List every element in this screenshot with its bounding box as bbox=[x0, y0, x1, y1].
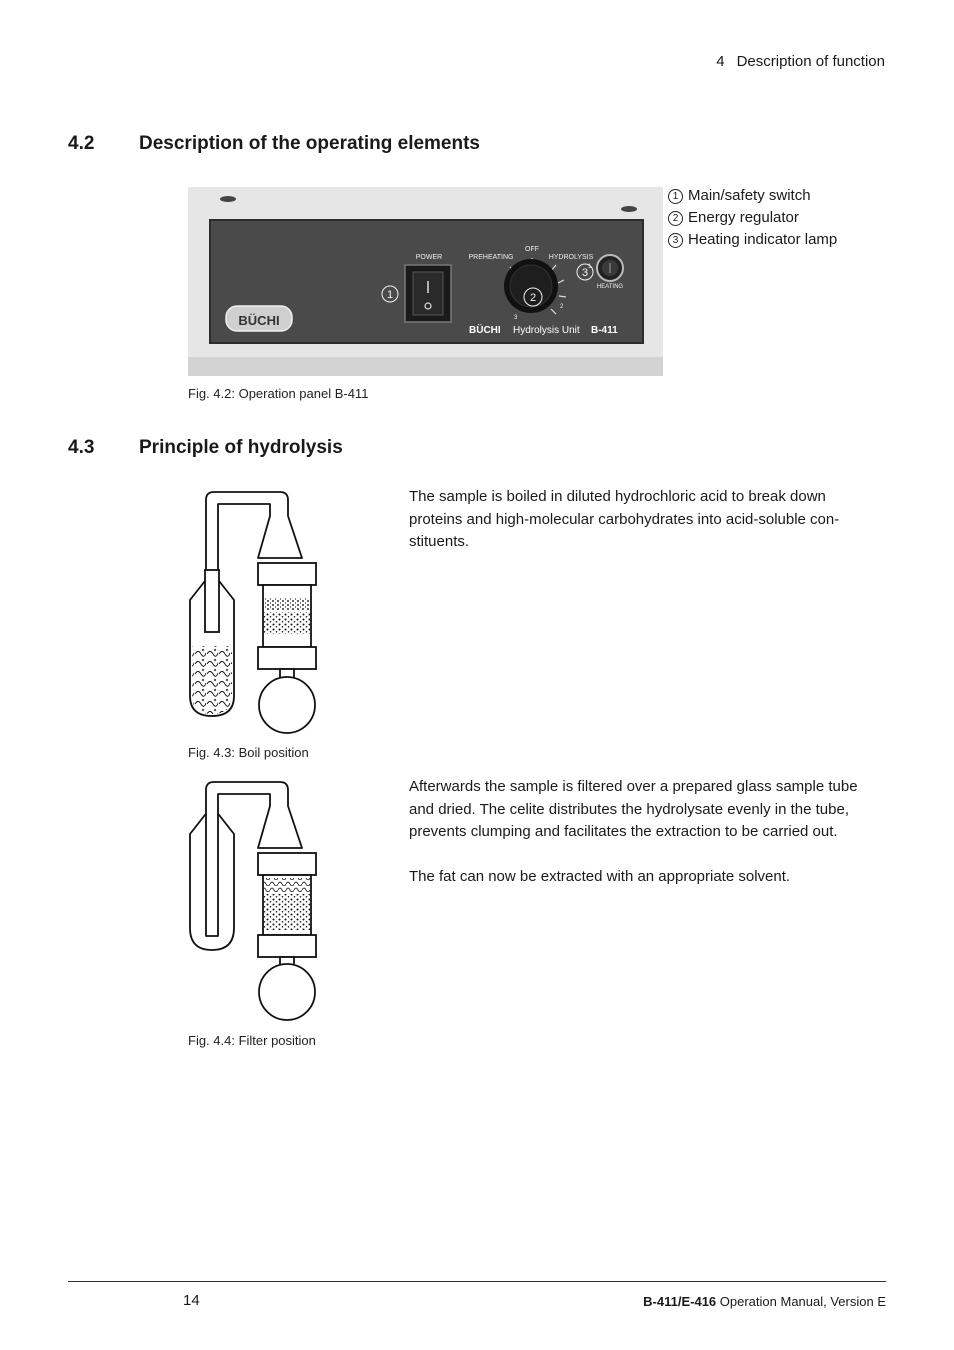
off-label: OFF bbox=[525, 246, 539, 253]
scale-2-label: 2 bbox=[560, 304, 564, 310]
paragraph-extraction: The fat can now be extracted with an appropriate solvent. bbox=[409, 868, 791, 885]
footer-rule bbox=[68, 1281, 886, 1282]
legend-number: 1 bbox=[668, 189, 683, 204]
screw-hole-left-icon bbox=[220, 196, 236, 202]
legend-item bbox=[668, 207, 837, 229]
footer-model: B-411/E-416 bbox=[643, 1294, 717, 1309]
chapter-title: Description of function bbox=[736, 53, 885, 70]
running-header bbox=[716, 53, 885, 70]
legend-item bbox=[668, 185, 837, 207]
callout-1: 1 bbox=[386, 289, 394, 301]
power-label: POWER bbox=[415, 254, 443, 261]
chapter-number: 4 bbox=[716, 53, 725, 70]
boil-position-diagram bbox=[182, 488, 327, 738]
callout-2: 2 bbox=[529, 292, 537, 304]
section-number-4-2: 4.2 bbox=[68, 133, 95, 154]
legend-label: Heating indicator lamp bbox=[688, 231, 838, 248]
scale-3-label: 3 bbox=[514, 315, 518, 321]
unit-model: B-411 bbox=[591, 325, 618, 336]
hydrolysis-label: HYDROLYSIS bbox=[548, 254, 594, 261]
callout-3: 3 bbox=[581, 267, 589, 279]
section-title-4-2: Description of the operating elements bbox=[139, 133, 480, 154]
unit-name: Hydrolysis Unit bbox=[513, 325, 580, 336]
paragraph-filter: Afterwards the sample is filtered over a prepared glass sample tube and dried. The celite distributes the hydrolysate evenly in the tube, prevents clumping and facilitates the extraction to be carried out. bbox=[409, 778, 858, 840]
legend-item bbox=[668, 229, 837, 251]
paragraph-boil: The sample is boiled in diluted hydrochloric acid to break down proteins and high-molecular carbohydrates into acid-soluble con-stituents. bbox=[409, 488, 840, 550]
section-title-4-3: Principle of hydrolysis bbox=[139, 437, 343, 458]
legend-number: 2 bbox=[668, 211, 683, 226]
legend-label: Main/safety switch bbox=[688, 187, 811, 204]
footer-document-title bbox=[643, 1294, 886, 1309]
operation-panel-photo bbox=[188, 187, 663, 376]
preheating-label: PREHEATING bbox=[468, 254, 514, 261]
page-number: 14 bbox=[183, 1292, 200, 1309]
screw-hole-right-icon bbox=[621, 206, 637, 212]
footer-doc-rest: Operation Manual, Version E bbox=[716, 1294, 886, 1309]
legend-label: Energy regulator bbox=[688, 209, 799, 226]
badge-logo-text: BÜCHI bbox=[238, 313, 280, 328]
unit-brand: BÜCHI bbox=[469, 325, 501, 336]
filter-position-diagram bbox=[182, 778, 327, 1028]
figure-caption-4-4: Fig. 4.4: Filter position bbox=[188, 1033, 316, 1048]
legend-number: 3 bbox=[668, 233, 683, 248]
scale-1-label: 1 bbox=[588, 264, 592, 270]
section-number-4-3: 4.3 bbox=[68, 437, 95, 458]
operating-elements-legend bbox=[668, 185, 837, 251]
figure-caption-4-3: Fig. 4.3: Boil position bbox=[188, 745, 309, 760]
figure-caption-4-2: Fig. 4.2: Operation panel B-411 bbox=[188, 386, 369, 401]
heating-label: HEATING bbox=[596, 284, 624, 290]
